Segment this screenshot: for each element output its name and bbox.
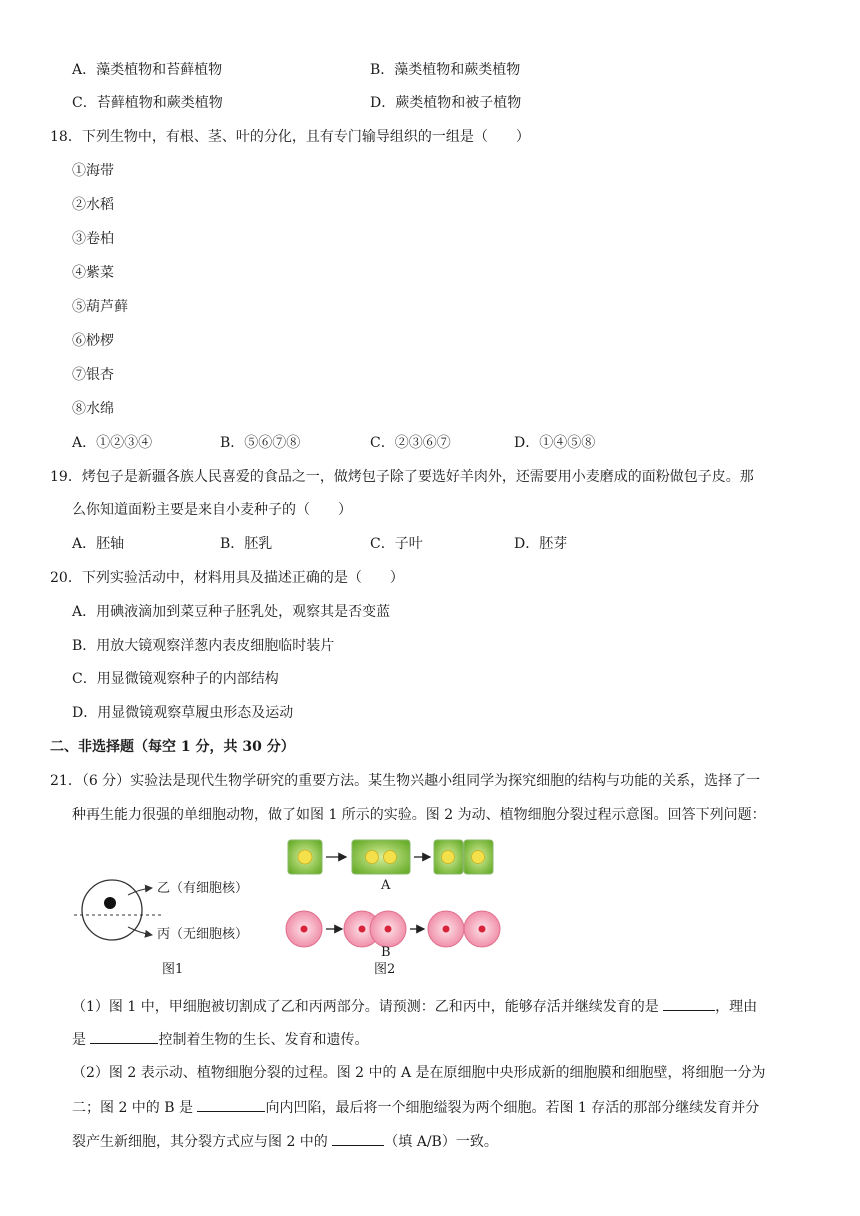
q17-option-a: A．藻类植物和苔藓植物 <box>72 62 223 78</box>
fig2-label-a: A <box>381 878 391 893</box>
animal-cell-division <box>286 911 500 947</box>
fig2-label-b: B <box>381 945 391 960</box>
q18-item: ③卷柏 <box>72 231 114 247</box>
cell-jia <box>82 880 142 940</box>
plant-cell-division <box>288 840 493 874</box>
q18-item: ⑤葫芦藓 <box>72 299 128 315</box>
q21-part1-line2 <box>72 1029 368 1050</box>
q18-option-d: D．①④⑤⑧ <box>514 435 596 451</box>
q20-option-b: B．用放大镜观察洋葱内表皮细胞临时装片 <box>72 638 335 654</box>
q19-option-b: B．胚乳 <box>220 536 273 552</box>
q18-option-c: C．②③⑥⑦ <box>370 435 451 451</box>
q21-part1-line1 <box>72 996 757 1017</box>
q19-stem-line1: 19．烤包子是新疆各族人民喜爱的食品之一，做烤包子除了要选好羊肉外，还需要用小麦磨成的面粉做包子皮。那 <box>50 469 754 485</box>
section-heading: 二、非选择题（每空 1 分，共 30 分） <box>50 739 295 755</box>
figure-2 <box>282 836 512 966</box>
q21-part1-text-d: 控制着生物的生长、发育和遗传。 <box>158 1032 369 1048</box>
q21-part2-text-b: 向内凹陷，最后将一个细胞缢裂为两个细胞。若图 1 存活的那部分继续发育并分 <box>265 1100 760 1116</box>
q19-stem-line2: 么你知道面粉主要是来自小麦种子的（ ） <box>72 502 352 518</box>
q21-part2-line2 <box>72 1097 759 1118</box>
q21-part2-line1: （2）图 2 表示动、植物细胞分裂的过程。图 2 中的 A 是在原细胞中央形成新的细胞膜和细胞壁，将细胞一分为 <box>72 1065 766 1081</box>
q18-item: ⑧水绵 <box>72 401 114 417</box>
q17-option-d: D．蕨类植物和被子植物 <box>370 95 522 111</box>
answer-blank-3[interactable] <box>197 1097 265 1112</box>
q18-option-a: A．①②③④ <box>72 435 153 451</box>
answer-blank-2[interactable] <box>90 1029 158 1044</box>
q20-option-d: D．用显微镜观察草履虫形态及运动 <box>72 705 294 721</box>
fig2-caption: 图2 <box>374 962 396 977</box>
q18-item: ②水稻 <box>72 197 114 213</box>
q21-stem-line2: 种再生能力很强的单细胞动物，做了如图 1 所示的实验。图 2 为动、植物细胞分裂过程示意图。回答下列问题： <box>72 807 766 823</box>
q21-part2-text-a: 二；图 2 中的 B 是 <box>72 1100 198 1116</box>
q18-option-b: B．⑤⑥⑦⑧ <box>220 435 301 451</box>
fig1-label-bing: 丙（无细胞核） <box>157 927 249 942</box>
q19-option-a: A．胚轴 <box>72 536 125 552</box>
cell-nucleus <box>104 897 116 909</box>
q19-option-d: D．胚芽 <box>514 536 568 552</box>
q21-part1-text-c: 是 <box>72 1032 91 1048</box>
q21-part2-line3 <box>72 1131 498 1152</box>
q21-part2-text-c: 裂产生新细胞，其分裂方式应与图 2 中的 <box>72 1134 333 1150</box>
q18-stem: 18．下列生物中，有根、茎、叶的分化，且有专门输导组织的一组是（ ） <box>50 129 530 145</box>
q17-option-b: B．藻类植物和蕨类植物 <box>370 62 521 78</box>
q20-stem: 20．下列实验活动中，材料用具及描述正确的是（ ） <box>50 570 404 586</box>
q18-item: ⑥桫椤 <box>72 333 114 349</box>
q18-item: ④紫菜 <box>72 265 114 281</box>
q18-item: ⑦银杏 <box>72 367 114 383</box>
fig1-caption: 图1 <box>162 962 184 977</box>
q21-part1-text-b: ，理由 <box>715 999 758 1015</box>
answer-blank-4[interactable] <box>332 1131 384 1146</box>
q17-option-c: C．苔藓植物和蕨类植物 <box>72 95 223 111</box>
fig1-label-yi: 乙（有细胞核） <box>157 881 249 896</box>
q20-option-c: C．用显微镜观察种子的内部结构 <box>72 671 279 687</box>
q20-option-a: A．用碘液滴加到菜豆种子胚乳处，观察其是否变蓝 <box>72 604 391 620</box>
q18-item: ①海带 <box>72 163 114 179</box>
q21-part2-text-d: （填 A/B）一致。 <box>384 1134 498 1150</box>
q21-stem-line1: 21．（6 分）实验法是现代生物学研究的重要方法。某生物兴趣小组同学为探究细胞的结构与功能的关系，选择了一 <box>50 773 761 789</box>
answer-blank-1[interactable] <box>663 996 715 1011</box>
q21-part1-text-a: （1）图 1 中，甲细胞被切割成了乙和丙两部分。请预测：乙和丙中，能够存活并继续发育的是 <box>72 999 664 1015</box>
q19-option-c: C．子叶 <box>370 536 423 552</box>
